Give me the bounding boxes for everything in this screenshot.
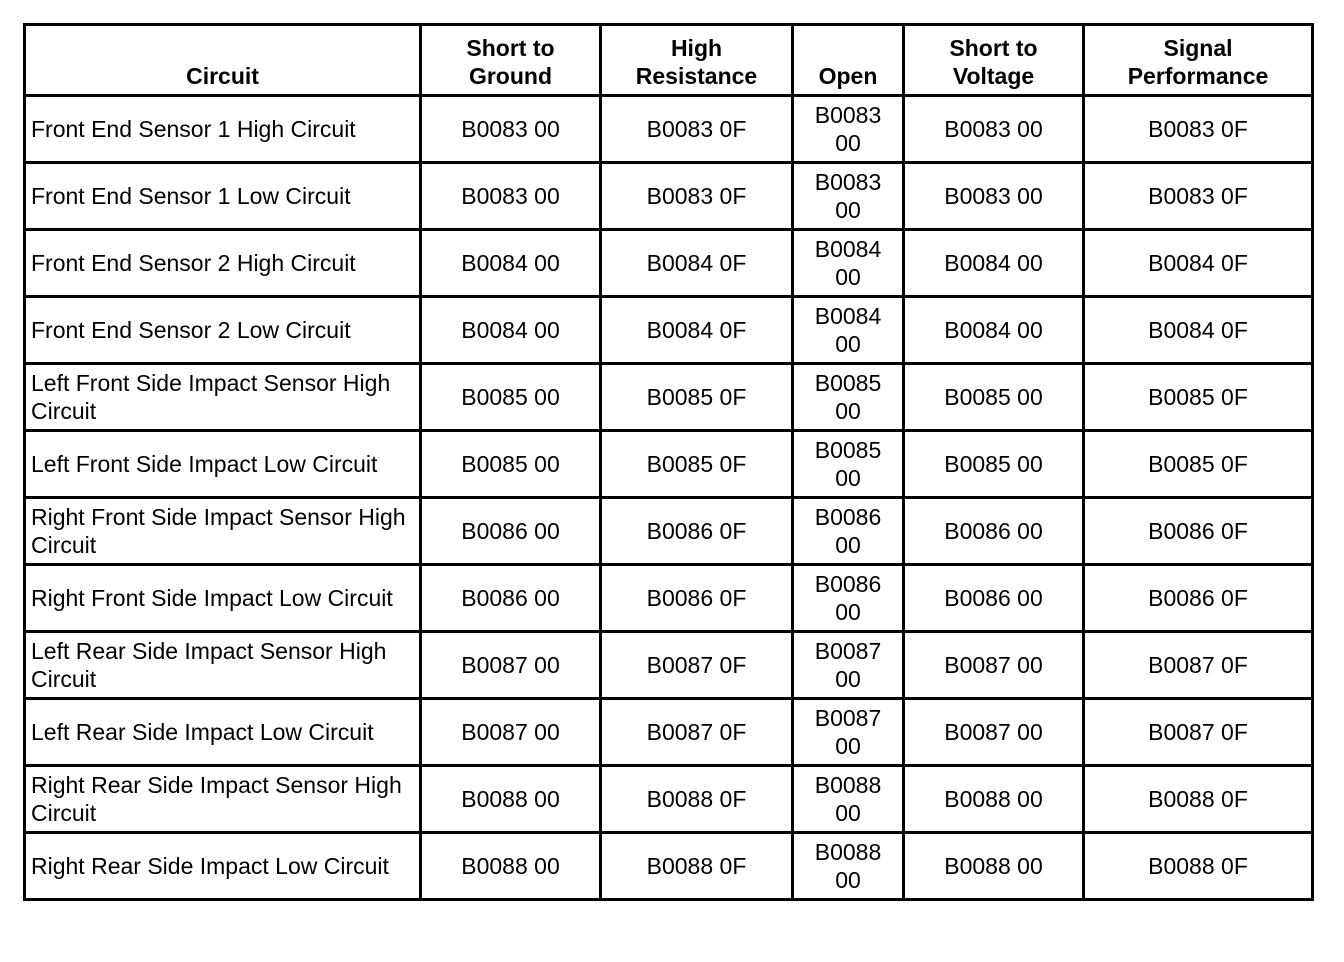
short-to-voltage-cell: B0087 00 bbox=[904, 699, 1084, 766]
short-to-voltage-cell: B0086 00 bbox=[904, 565, 1084, 632]
table-row bbox=[25, 699, 1313, 766]
table-row bbox=[25, 833, 1313, 900]
short-to-ground-cell: B0086 00 bbox=[421, 565, 601, 632]
open-code: B0085 00 bbox=[814, 370, 882, 424]
high-resistance-cell: B0084 0F bbox=[601, 230, 793, 297]
short-to-ground-cell: B0084 00 bbox=[421, 297, 601, 364]
table-row bbox=[25, 297, 1313, 364]
short-to-ground-cell: B0087 00 bbox=[421, 699, 601, 766]
open-cell bbox=[793, 230, 904, 297]
open-code: B0085 00 bbox=[814, 437, 882, 491]
short-to-voltage-cell: B0083 00 bbox=[904, 163, 1084, 230]
open-code: B0086 00 bbox=[814, 571, 882, 625]
short-to-ground-cell: B0088 00 bbox=[421, 833, 601, 900]
high-resistance-cell: B0083 0F bbox=[601, 96, 793, 163]
circuit-cell: Right Rear Side Impact Sensor High Circuit bbox=[25, 766, 421, 833]
circuit-cell: Right Front Side Impact Low Circuit bbox=[25, 565, 421, 632]
circuit-cell: Front End Sensor 2 High Circuit bbox=[25, 230, 421, 297]
short-to-ground-cell: B0084 00 bbox=[421, 230, 601, 297]
table-body bbox=[25, 96, 1313, 900]
circuit-cell: Left Front Side Impact Sensor High Circuit bbox=[25, 364, 421, 431]
short-to-ground-cell: B0083 00 bbox=[421, 163, 601, 230]
high-resistance-cell: B0085 0F bbox=[601, 431, 793, 498]
high-resistance-cell: B0085 0F bbox=[601, 364, 793, 431]
header-high-resistance: High Resistance bbox=[601, 25, 793, 96]
table-row bbox=[25, 565, 1313, 632]
table-row bbox=[25, 632, 1313, 699]
open-cell bbox=[793, 565, 904, 632]
signal-performance-cell: B0083 0F bbox=[1084, 163, 1313, 230]
short-to-voltage-cell: B0083 00 bbox=[904, 96, 1084, 163]
open-cell bbox=[793, 163, 904, 230]
open-code: B0088 00 bbox=[814, 772, 882, 826]
open-code: B0084 00 bbox=[814, 236, 882, 290]
table-header bbox=[25, 25, 1313, 96]
header-open: Open bbox=[793, 25, 904, 96]
open-code: B0084 00 bbox=[814, 303, 882, 357]
short-to-voltage-cell: B0084 00 bbox=[904, 297, 1084, 364]
open-cell bbox=[793, 498, 904, 565]
open-cell bbox=[793, 632, 904, 699]
table-row bbox=[25, 230, 1313, 297]
table-row bbox=[25, 96, 1313, 163]
open-code: B0087 00 bbox=[814, 705, 882, 759]
signal-performance-cell: B0084 0F bbox=[1084, 230, 1313, 297]
circuit-cell: Right Rear Side Impact Low Circuit bbox=[25, 833, 421, 900]
header-circuit: Circuit bbox=[25, 25, 421, 96]
open-code: B0088 00 bbox=[814, 839, 882, 893]
short-to-ground-cell: B0083 00 bbox=[421, 96, 601, 163]
high-resistance-cell: B0084 0F bbox=[601, 297, 793, 364]
open-cell bbox=[793, 364, 904, 431]
short-to-voltage-cell: B0085 00 bbox=[904, 364, 1084, 431]
short-to-voltage-cell: B0088 00 bbox=[904, 833, 1084, 900]
short-to-ground-cell: B0088 00 bbox=[421, 766, 601, 833]
table-row bbox=[25, 498, 1313, 565]
short-to-voltage-cell: B0087 00 bbox=[904, 632, 1084, 699]
short-to-voltage-cell: B0084 00 bbox=[904, 230, 1084, 297]
table-row bbox=[25, 163, 1313, 230]
high-resistance-cell: B0083 0F bbox=[601, 163, 793, 230]
signal-performance-cell: B0087 0F bbox=[1084, 699, 1313, 766]
header-signal-performance: Signal Performance bbox=[1084, 25, 1313, 96]
signal-performance-cell: B0083 0F bbox=[1084, 96, 1313, 163]
circuit-cell: Left Rear Side Impact Sensor High Circuit bbox=[25, 632, 421, 699]
high-resistance-cell: B0086 0F bbox=[601, 565, 793, 632]
high-resistance-cell: B0088 0F bbox=[601, 833, 793, 900]
table-row bbox=[25, 364, 1313, 431]
open-cell bbox=[793, 699, 904, 766]
circuit-cell: Front End Sensor 2 Low Circuit bbox=[25, 297, 421, 364]
high-resistance-cell: B0087 0F bbox=[601, 632, 793, 699]
short-to-ground-cell: B0085 00 bbox=[421, 364, 601, 431]
header-short-to-ground: Short to Ground bbox=[421, 25, 601, 96]
short-to-ground-cell: B0085 00 bbox=[421, 431, 601, 498]
signal-performance-cell: B0088 0F bbox=[1084, 833, 1313, 900]
signal-performance-cell: B0085 0F bbox=[1084, 364, 1313, 431]
high-resistance-cell: B0086 0F bbox=[601, 498, 793, 565]
short-to-ground-cell: B0087 00 bbox=[421, 632, 601, 699]
signal-performance-cell: B0085 0F bbox=[1084, 431, 1313, 498]
signal-performance-cell: B0084 0F bbox=[1084, 297, 1313, 364]
open-cell bbox=[793, 431, 904, 498]
open-cell bbox=[793, 766, 904, 833]
table-row bbox=[25, 431, 1313, 498]
high-resistance-cell: B0087 0F bbox=[601, 699, 793, 766]
circuit-cell: Left Rear Side Impact Low Circuit bbox=[25, 699, 421, 766]
open-code: B0087 00 bbox=[814, 638, 882, 692]
open-code: B0083 00 bbox=[814, 169, 882, 223]
short-to-voltage-cell: B0088 00 bbox=[904, 766, 1084, 833]
signal-performance-cell: B0086 0F bbox=[1084, 498, 1313, 565]
circuit-cell: Front End Sensor 1 High Circuit bbox=[25, 96, 421, 163]
table-row bbox=[25, 766, 1313, 833]
header-row bbox=[25, 25, 1313, 96]
open-code: B0086 00 bbox=[814, 504, 882, 558]
dtc-table bbox=[23, 23, 1314, 901]
signal-performance-cell: B0088 0F bbox=[1084, 766, 1313, 833]
open-cell bbox=[793, 297, 904, 364]
signal-performance-cell: B0087 0F bbox=[1084, 632, 1313, 699]
header-short-to-voltage: Short to Voltage bbox=[904, 25, 1084, 96]
circuit-cell: Right Front Side Impact Sensor High Circuit bbox=[25, 498, 421, 565]
circuit-cell: Left Front Side Impact Low Circuit bbox=[25, 431, 421, 498]
circuit-cell: Front End Sensor 1 Low Circuit bbox=[25, 163, 421, 230]
open-cell bbox=[793, 96, 904, 163]
short-to-voltage-cell: B0086 00 bbox=[904, 498, 1084, 565]
open-code: B0083 00 bbox=[814, 102, 882, 156]
short-to-voltage-cell: B0085 00 bbox=[904, 431, 1084, 498]
open-cell bbox=[793, 833, 904, 900]
signal-performance-cell: B0086 0F bbox=[1084, 565, 1313, 632]
short-to-ground-cell: B0086 00 bbox=[421, 498, 601, 565]
high-resistance-cell: B0088 0F bbox=[601, 766, 793, 833]
